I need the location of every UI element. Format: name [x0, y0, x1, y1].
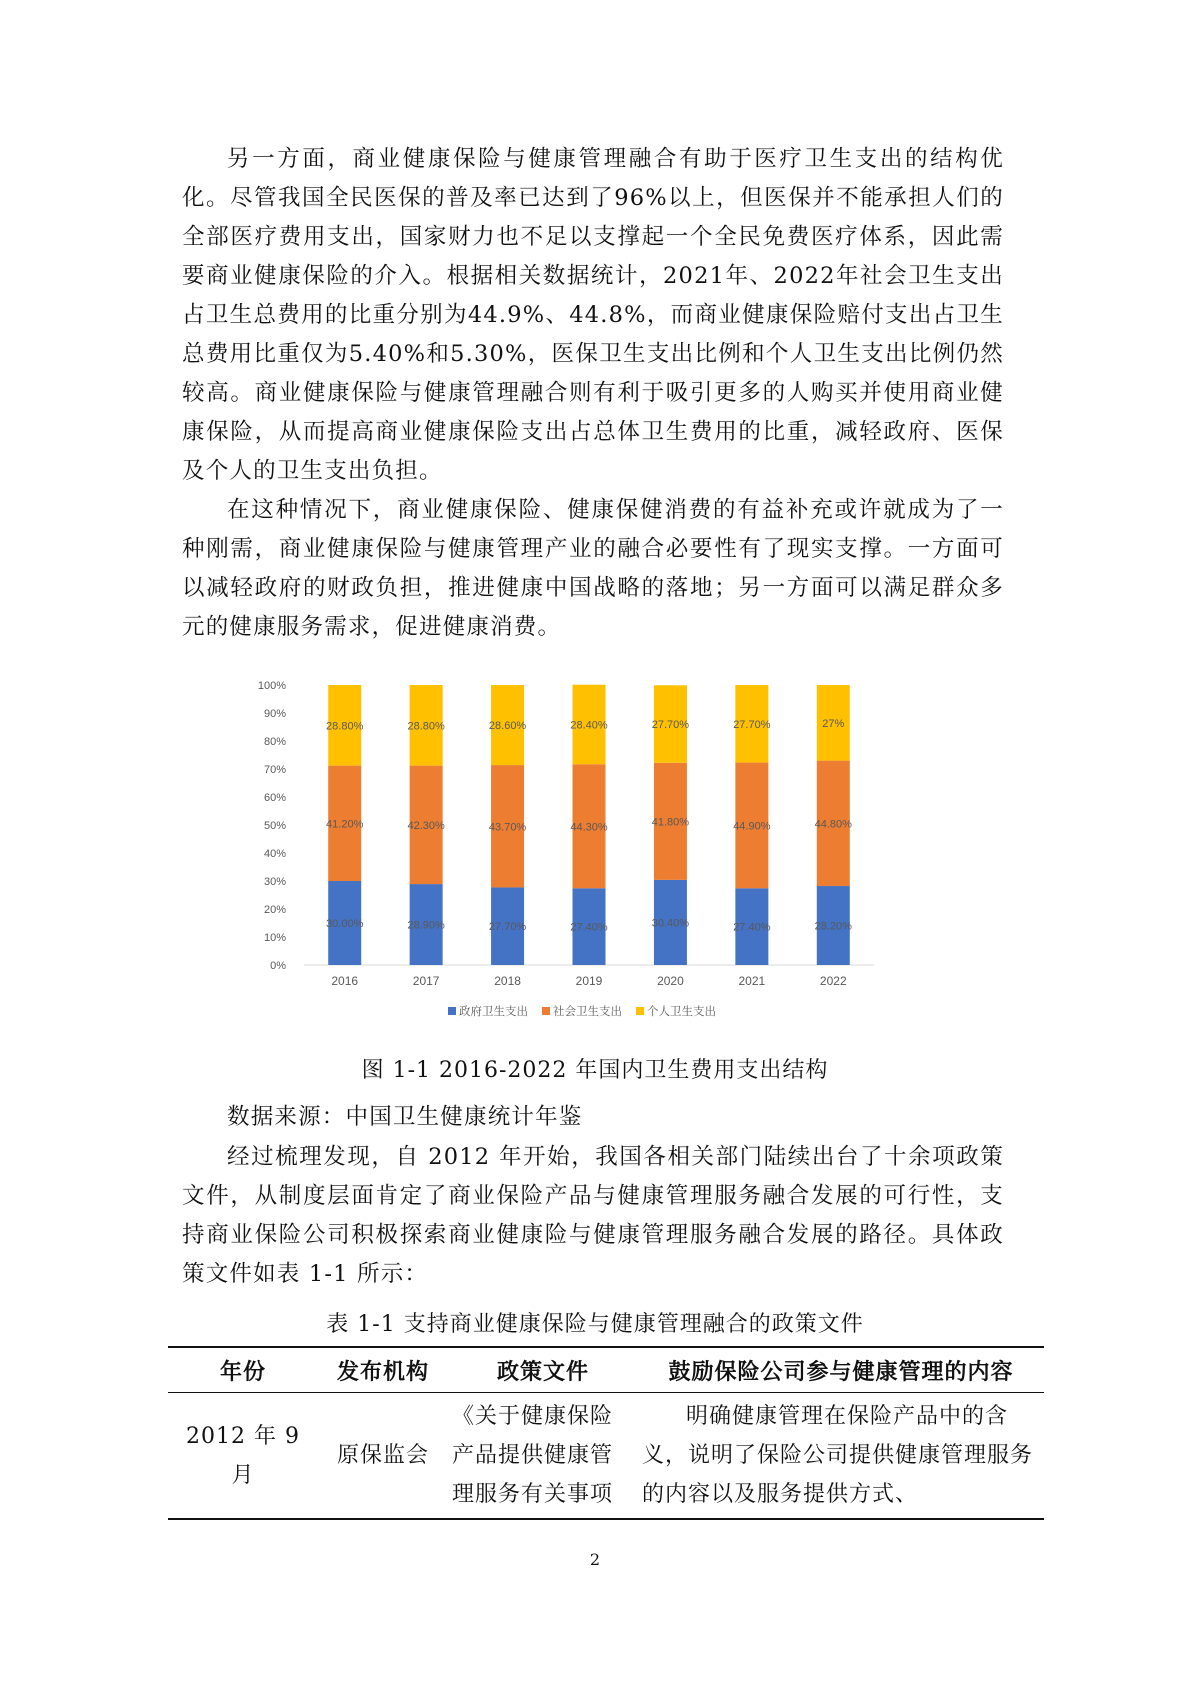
cell-content: 明确健康管理在保险产品中的含义，说明了保险公司提供健康管理服务的内容以及服务提供方式、	[638, 1393, 1044, 1520]
table-row	[168, 1393, 1044, 1520]
page-number: 2	[589, 1550, 601, 1569]
legend-swatch	[636, 1007, 644, 1015]
data-label: 27.40%	[570, 921, 608, 934]
data-label: 28.80%	[407, 720, 445, 733]
x-tick-label: 2019	[575, 974, 603, 988]
y-tick-label: 10%	[263, 932, 286, 944]
y-tick-label: 90%	[263, 708, 286, 720]
data-label: 30.40%	[651, 917, 690, 930]
data-label: 44.90%	[733, 820, 771, 833]
data-label: 28.60%	[488, 720, 527, 733]
legend-label: 社会卫生支出	[553, 1004, 622, 1018]
data-label: 28.80%	[326, 720, 364, 733]
x-tick-label: 2021	[738, 974, 766, 988]
legend-label: 个人卫生支出	[647, 1004, 716, 1018]
y-tick-label: 50%	[263, 820, 286, 832]
data-label: 30.00%	[326, 918, 364, 930]
x-tick-label: 2020	[657, 974, 684, 988]
header-content: 鼓励保险公司参与健康管理的内容	[638, 1347, 1044, 1393]
data-label: 41.80%	[651, 816, 690, 829]
table-caption: 表 1-1 支持商业健康保险与健康管理融合的政策文件	[326, 1312, 864, 1337]
data-label: 28.40%	[570, 719, 608, 732]
y-tick-label: 0%	[270, 960, 286, 972]
data-label: 27.70%	[651, 719, 690, 732]
data-label: 28.90%	[407, 919, 445, 932]
x-tick-label: 2022	[819, 974, 847, 988]
cell-year: 2012 年 9 月	[168, 1393, 318, 1520]
cell-doc: 《关于健康保险产品提供健康管理服务有关事项	[448, 1393, 638, 1520]
y-tick-label: 30%	[263, 876, 286, 888]
legend-label: 政府卫生支出	[459, 1004, 528, 1018]
data-label: 27.70%	[733, 718, 771, 731]
data-label: 27.70%	[488, 921, 527, 934]
y-tick-label: 80%	[263, 736, 286, 748]
data-label: 42.30%	[407, 819, 445, 832]
data-label: 41.20%	[326, 818, 364, 831]
stacked-bar-chart	[250, 665, 890, 1045]
cell-org: 原保监会	[318, 1393, 448, 1520]
data-label: 44.30%	[570, 821, 608, 834]
legend-swatch	[542, 1007, 550, 1015]
header-year: 年份	[168, 1347, 318, 1393]
paragraph-3: 经过梳理发现，自 2012 年开始，我国各相关部门陆续出台了十余项政策文件，从制度层面肯定了商业保险产品与健康管理服务融合发展的可行性，支持商业保险公司积极探索商业健康险与健康管理服务融合发展的路径。具体政策文件如表 1-1 所示：	[182, 1144, 1004, 1287]
y-tick-label: 100%	[257, 680, 286, 692]
header-doc: 政策文件	[448, 1347, 638, 1393]
figure-caption: 图 1-1 2016-2022 年国内卫生费用支出结构	[361, 1058, 829, 1083]
paragraph-2: 在这种情况下，商业健康保险、健康保健消费的有益补充或许就成为了一种刚需，商业健康保险与健康管理产业的融合必要性有了现实支撑。一方面可以减轻政府的财政负担，推进健康中国战略的落地；另一方面可以满足群众多元的健康服务需求，促进健康消费。	[182, 497, 1004, 640]
y-tick-label: 60%	[263, 792, 286, 804]
y-tick-label: 40%	[263, 848, 286, 860]
y-tick-label: 70%	[263, 764, 286, 776]
legend-swatch	[448, 1007, 456, 1015]
data-source: 数据来源：中国卫生健康统计年鉴	[227, 1104, 583, 1130]
header-org: 发布机构	[318, 1347, 448, 1393]
x-tick-label: 2016	[331, 974, 359, 988]
data-label: 44.80%	[814, 818, 852, 831]
x-tick-label: 2018	[494, 974, 521, 988]
table-header-row	[168, 1347, 1044, 1393]
policy-table	[168, 1346, 1044, 1520]
x-tick-label: 2017	[412, 974, 440, 988]
paragraph-1: 另一方面，商业健康保险与健康管理融合有助于医疗卫生支出的结构优化。尽管我国全民医保的普及率已达到了96%以上，但医保并不能承担人们的全部医疗费用支出，国家财力也不足以支撑起一个全民免费医疗体系，因此需要商业健康保险的介入。根据相关数据统计，2021年、2022年社会卫生支出占卫生总费用的比重分别为44.9%、44.8%，而商业健康保险赔付支出占卫生总费用比重仅为5.40%和5.30%，医保卫生支出比例和个人卫生支出比例仍然较高。商业健康保险与健康管理融合则有利于吸引更多的人购买并使用商业健康保险，从而提高商业健康保险支出占总体卫生费用的比重，减轻政府、医保及个人的卫生支出负担。	[182, 146, 1004, 484]
data-label: 28.20%	[814, 920, 852, 933]
data-label: 43.70%	[488, 821, 527, 834]
y-tick-label: 20%	[263, 904, 286, 916]
data-label: 27%	[822, 717, 845, 730]
data-label: 27.40%	[733, 921, 771, 934]
